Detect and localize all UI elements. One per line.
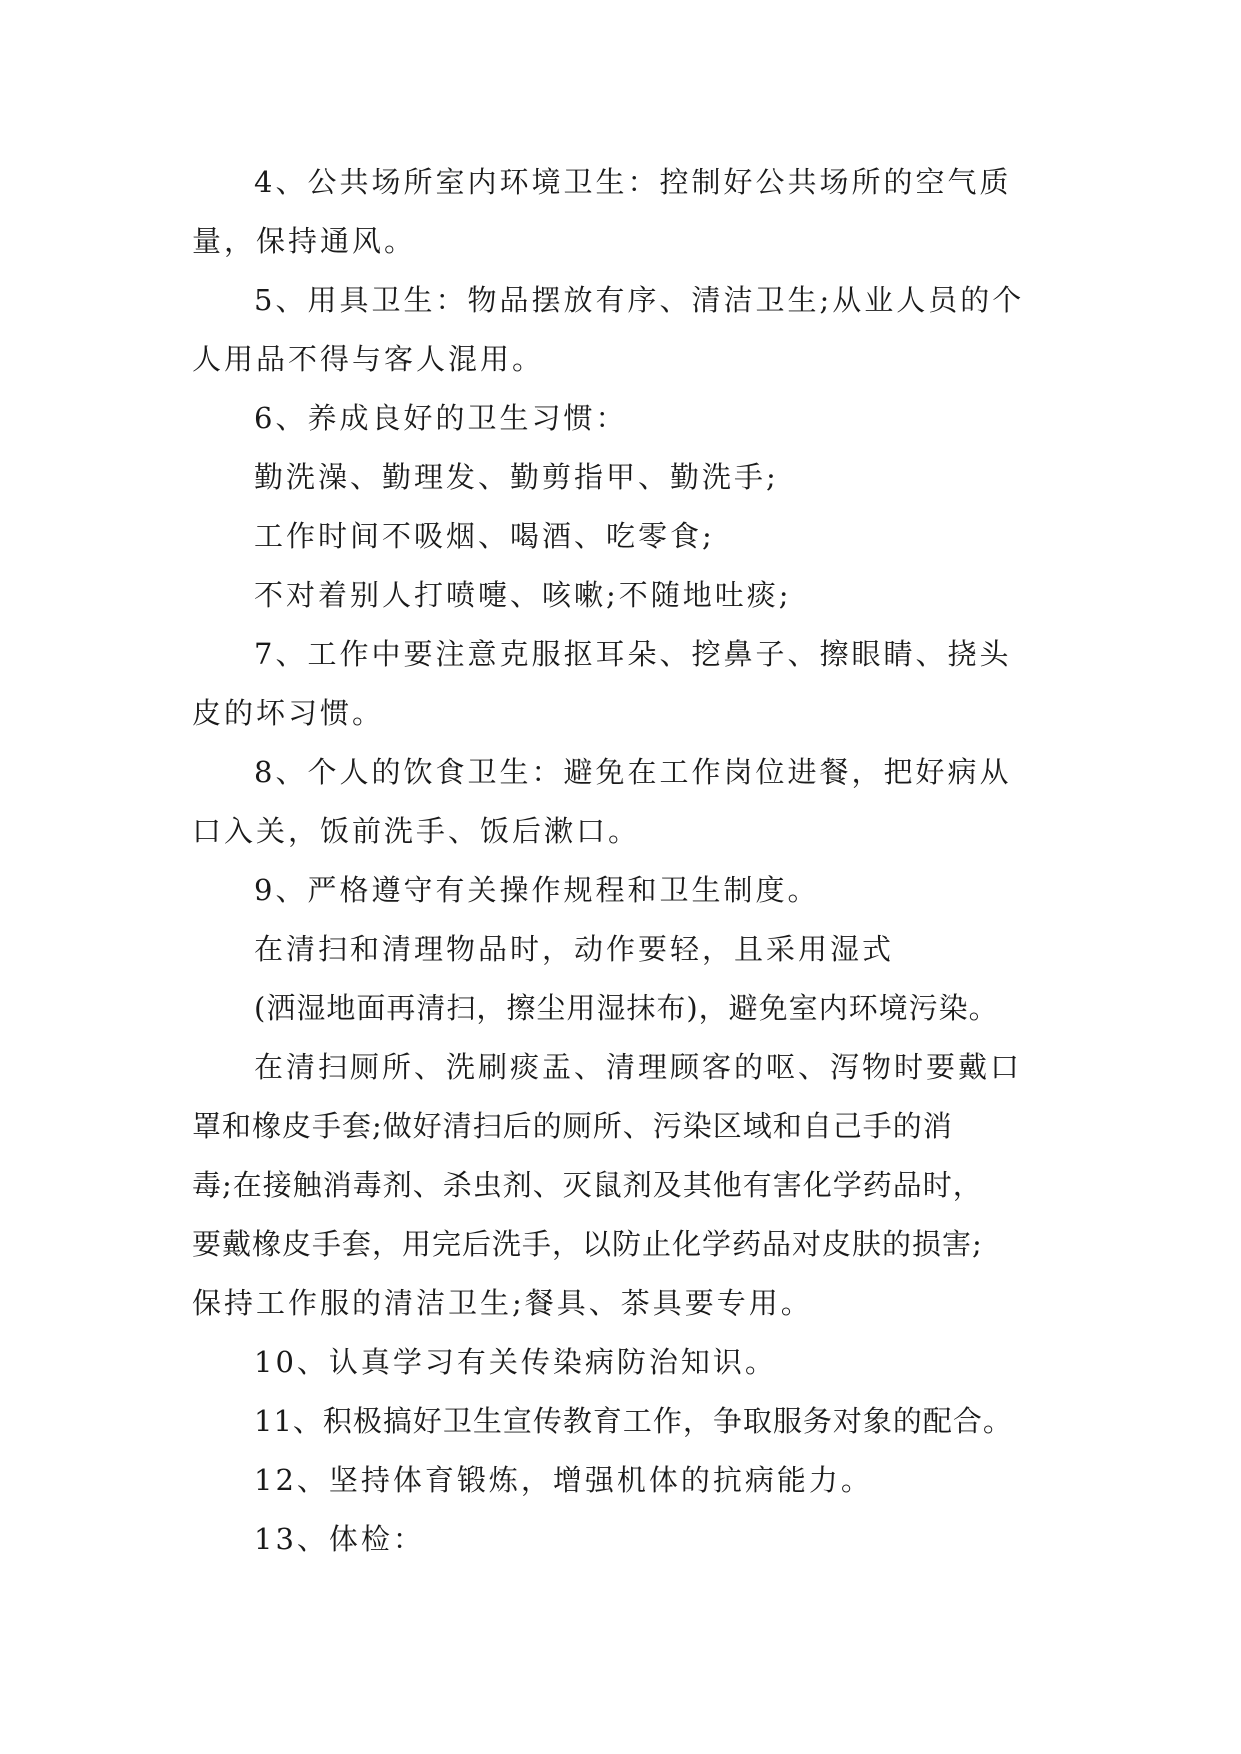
text-line: 不对着别人打喷嚏、咳嗽;不随地吐痰; (254, 578, 792, 612)
text-line: 人用品不得与客人混用。 (192, 342, 545, 376)
text-line: 工作时间不吸烟、喝酒、吃零食; (254, 519, 715, 553)
text-line: 10、认真学习有关传染病防治知识。 (254, 1345, 777, 1379)
text-line: 7、工作中要注意克服抠耳朵、挖鼻子、擦眼睛、挠头 (254, 637, 1012, 671)
text-line: 4、公共场所室内环境卫生：控制好公共场所的空气质 (254, 165, 1012, 199)
text-line: 皮的坏习惯。 (192, 696, 385, 730)
text-line: 6、养成良好的卫生习惯： (254, 401, 628, 435)
text-line: 毒;在接触消毒剂、杀虫剂、灭鼠剂及其他有害化学药品时， (192, 1168, 983, 1202)
text-line: 9、严格遵守有关操作规程和卫生制度。 (254, 873, 820, 907)
text-line: 13、体检： (254, 1522, 425, 1556)
text-line: 在清扫厕所、洗刷痰盂、清理顾客的呕、泻物时要戴口 (254, 1050, 1023, 1084)
text-line: 量，保持通风。 (192, 224, 417, 258)
text-line: 5、用具卫生：物品摆放有序、清洁卫生;从业人员的个 (254, 283, 1025, 317)
text-line: (洒湿地面再清扫，擦尘用湿抹布)，避免室内环境污染。 (254, 991, 999, 1025)
text-line: 11、积极搞好卫生宣传教育工作，争取服务对象的配合。 (254, 1404, 1013, 1438)
text-line: 在清扫和清理物品时，动作要轻，且采用湿式 (254, 932, 895, 966)
text-line: 要戴橡皮手套，用完后洗手，以防止化学药品对皮肤的损害; (192, 1227, 983, 1261)
text-line: 口入关，饭前洗手、饭后漱口。 (192, 814, 641, 848)
text-line: 勤洗澡、勤理发、勤剪指甲、勤洗手; (254, 460, 779, 494)
text-line: 罩和橡皮手套;做好清扫后的厕所、污染区域和自己手的消 (192, 1109, 953, 1143)
text-line: 8、个人的饮食卫生：避免在工作岗位进餐，把好病从 (254, 755, 1012, 789)
text-line: 保持工作服的清洁卫生;餐具、茶具要专用。 (192, 1286, 813, 1320)
text-line: 12、坚持体育锻炼，增强机体的抗病能力。 (254, 1463, 873, 1497)
